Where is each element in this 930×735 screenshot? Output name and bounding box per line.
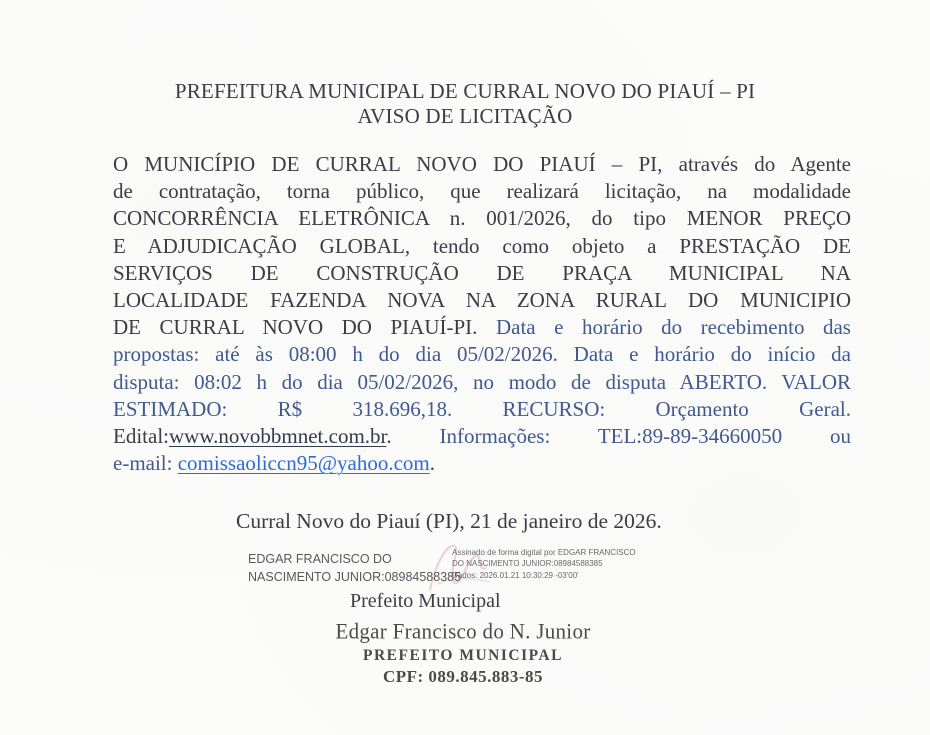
digital-signature-details-line3: Dados: 2026.01.21 10:30:29 -03'00' <box>452 570 579 580</box>
body-line-3: CONCORRÊNCIA ELETRÔNICA n. 001/2026, do tipo MENOR PREÇO <box>113 206 851 231</box>
body-line-10: ESTIMADO: R$ 318.696,18. RECURSO: Orçamento Geral. <box>113 396 851 421</box>
email-period: . <box>429 451 436 476</box>
edital-label: Edital: <box>113 424 169 449</box>
notice-body-paragraph <box>113 151 851 477</box>
edital-url-period: . <box>386 424 392 449</box>
body-line-2: de contratação, torna público, que realizará licitação, na modalidade <box>113 179 851 204</box>
body-line-12 <box>113 450 851 477</box>
signer-role-line: Prefeito Municipal <box>350 590 501 612</box>
digital-signature-name-line1: EDGAR FRANCISCO DO <box>248 552 392 566</box>
body-line-1: O MUNICÍPIO DE CURRAL NOVO DO PIAUÍ – PI, através do Agente <box>113 152 851 176</box>
stamp-signer-role: PREFEITO MUNICIPAL <box>363 647 563 664</box>
body-line-7 <box>113 314 851 341</box>
digital-signature-name-block <box>248 551 463 586</box>
body-line-6: LOCALIDADE FAZENDA NOVA NA ZONA RURAL DO MUNICIPIO <box>113 288 851 313</box>
document-title-line2: AVISO DE LICITAÇÃO <box>357 103 573 128</box>
digital-signature-details-line2: DO NASCIMENTO JUNIOR:08984588385 <box>452 559 603 569</box>
body-line-11 <box>113 423 851 450</box>
body-line-9: disputa: 08:02 h do dia 05/02/2026, no modo de disputa ABERTO. VALOR <box>113 369 851 394</box>
email-link[interactable]: comissaoliccn95@yahoo.com <box>177 451 430 476</box>
email-label: e-mail: <box>113 451 178 476</box>
official-stamp <box>308 618 618 687</box>
document-title-line1: PREFEITURA MUNICIPAL DE CURRAL NOVO DO PIAUÍ – PI <box>174 79 756 103</box>
body-line-4: E ADJUDICAÇÃO GLOBAL, tendo como objeto a PRESTAÇÃO DE <box>113 233 851 258</box>
digital-signature-details-block <box>452 547 682 581</box>
edital-url-link[interactable]: www.novobbmnet.com.br <box>169 424 387 449</box>
body-line-8: propostas: até às 08:00 h do dia 05/02/2026. Data e horário do início da <box>113 342 851 367</box>
body-line-7-blue-segment: Data e horário do recebimento das <box>495 315 851 340</box>
body-line-7-dark-segment: DE CURRAL NOVO DO PIAUÍ-PI. <box>113 315 478 340</box>
place-and-date-line: Curral Novo do Piauí (PI), 21 de janeiro de 2026. <box>236 509 662 533</box>
stamp-signer-cpf: CPF: 089.845.883-85 <box>382 667 544 686</box>
stamp-signer-name: Edgar Francisco do N. Junior <box>335 618 591 644</box>
digital-signature-details-line1: Assinado de forma digital por EDGAR FRANCISCO <box>452 548 636 557</box>
body-line-5: SERVIÇOS DE CONSTRUÇÃO DE PRAÇA MUNICIPAL NA <box>113 260 851 285</box>
document-header <box>0 79 930 128</box>
body-line-11-rest: Informações: TEL:89-89-34660050 ou <box>439 424 851 449</box>
digital-signature-name-line2: NASCIMENTO JUNIOR:08984588385 <box>248 569 462 584</box>
